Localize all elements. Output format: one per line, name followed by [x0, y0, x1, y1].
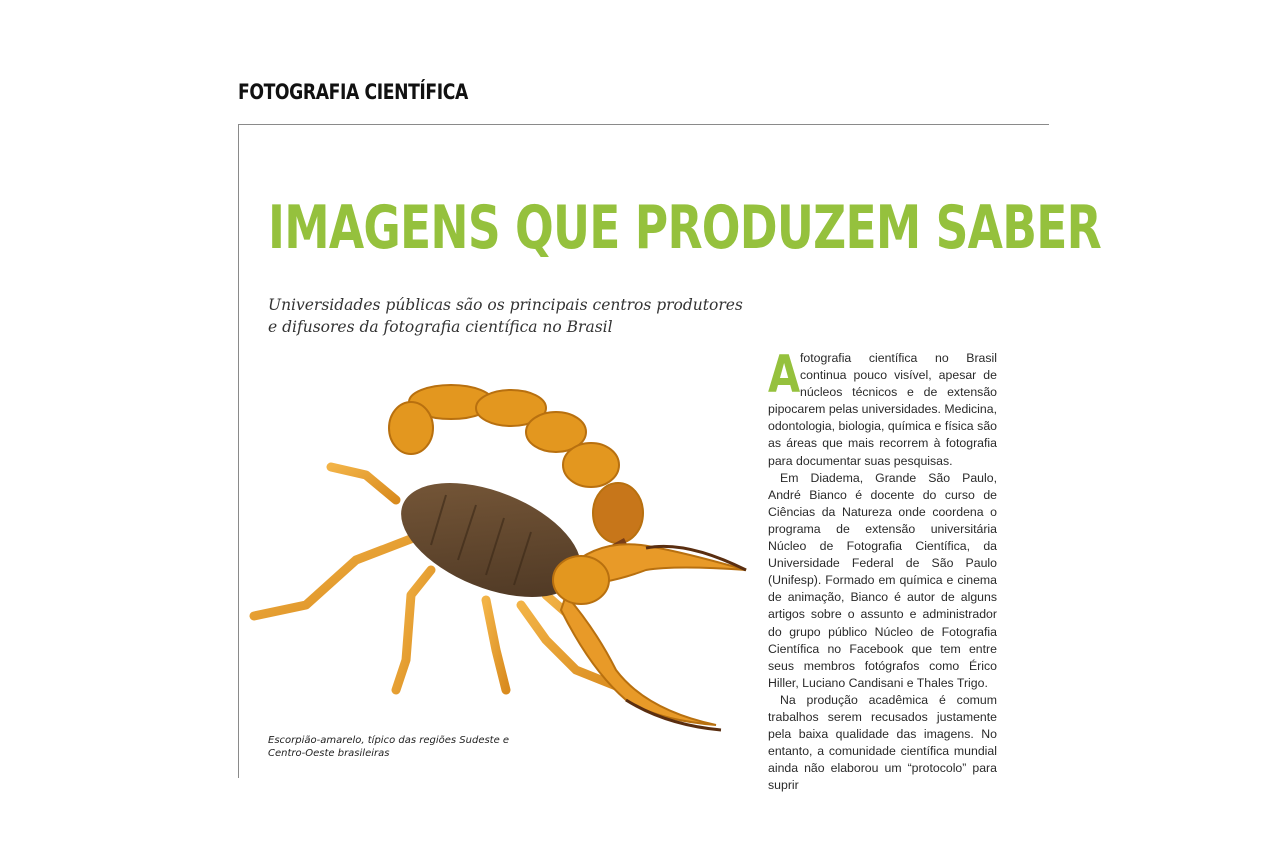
body-paragraph: Na produção acadêmica é comum trabalhos serem recusados justamente pela baixa qualidade das imagens. No entanto, a comunidade científica mundial ainda não elaborou um “protocolo” para suprir: [768, 692, 997, 793]
article-body: [768, 345, 997, 794]
article-deck: Universidades públicas são os principais centros produtores e difusores da fotografia científica no Brasil: [268, 296, 743, 336]
left-rule: [238, 124, 239, 778]
section-label: FOTOGRAFIA CIENTÍFICA: [238, 80, 468, 104]
drop-cap: A: [768, 345, 801, 405]
article-headline: IMAGENS QUE PRODUZEM SABER: [268, 193, 1101, 263]
body-paragraph: Em Diadema, Grande São Paulo, André Bianco é docente do curso de Ciências da Natureza onde coordena o programa de extensão universitária Núcleo de Fotografia Científica, da Universidade Federal de São Paulo (Unifesp). Formado em química e cinema de animação, Bianco é autor de alguns artigos sobre o assunto e administrador do grupo público Núcleo de Fotografia Científica no Facebook que tem entre seus membros fotógrafos como Érico Hiller, Luciano Candisani e Thales Trigo.: [768, 470, 997, 690]
top-rule: [238, 124, 1049, 125]
body-paragraph: Afotografia científica no Brasil continua pouco visível, apesar de núcleos técnicos e de extensão pipocarem pelas universidades. Medicina, odontologia, biologia, química e física são as áreas que mais recorrem à fotografia para documentar suas pesquisas.: [768, 345, 997, 468]
photo-caption: Escorpião-amarelo, típico das regiões Sudeste e Centro-Oeste brasileiras: [268, 735, 510, 759]
scorpion-photo: [246, 370, 756, 760]
